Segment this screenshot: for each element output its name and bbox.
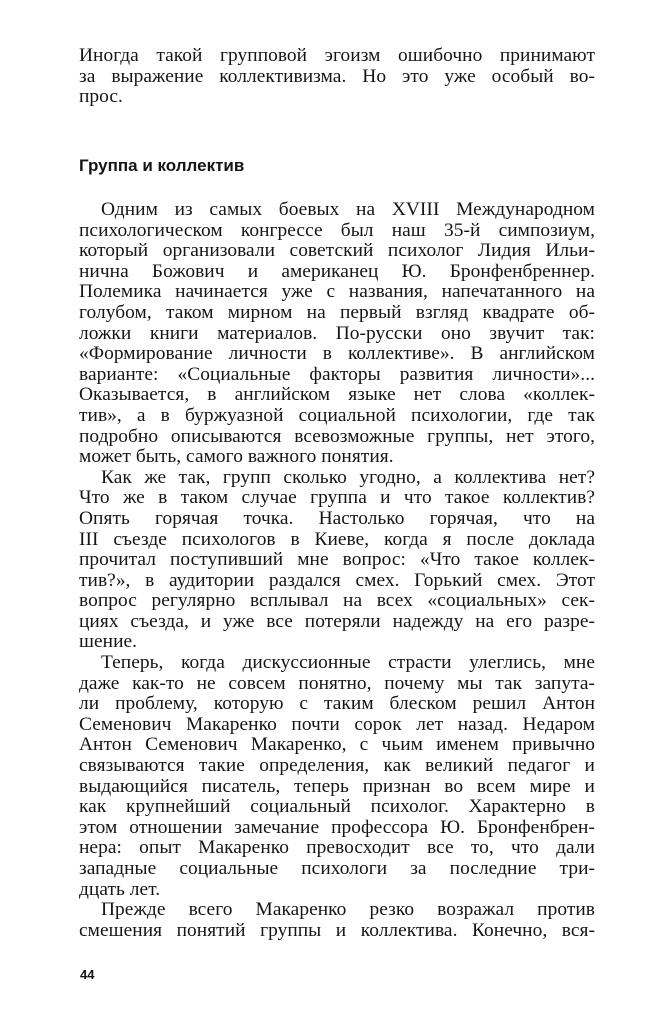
text-line: Полемика начинается уже с названия, напечатанного на: [79, 281, 595, 303]
text-line: Иногда такой групповой эгоизм ошибочно принимают: [79, 45, 595, 66]
paragraph-3: [79, 653, 595, 900]
text-line: ли проблему, которую с таким блеском решил Антон: [79, 693, 595, 715]
paragraph-4: [79, 900, 595, 941]
text-line: смешения понятий группы и коллектива. Конечно, вся-: [79, 919, 595, 941]
text-line: варианте: «Социальные факторы развития личности»...: [79, 363, 595, 385]
text-line: шение.: [79, 631, 138, 653]
text-line: как крупнейший социальный психолог. Характерно в: [79, 796, 595, 818]
page-number: 44: [80, 967, 95, 982]
text-line: «Формирование личности в коллективе». В английском: [79, 343, 595, 365]
text-line: Теперь, когда дискуссионные страсти улеглись, мне: [101, 652, 595, 674]
text-line: прос.: [79, 86, 123, 108]
text-line: выдающийся писатель, теперь признан во всем мире и: [79, 775, 595, 797]
text-line: психологическом конгрессе был наш 35-й симпозиум,: [79, 219, 595, 241]
text-line: даже как-то не совсем понятно, почему мы так запута-: [79, 672, 595, 694]
text-line: ложки книги материалов. По-русски оно звучит так:: [79, 322, 595, 344]
text-line: вопрос регулярно всплывал на всех «социальных» сек-: [79, 590, 595, 612]
text-line: Прежде всего Макаренко резко возражал против: [101, 899, 595, 921]
text-line: Оказывается, в английском языке нет слова «коллек-: [79, 384, 595, 406]
text-line: нична Божович и американец Ю. Бронфенбреннер.: [79, 260, 595, 282]
text-line: Что же в таком случае группа и что такое коллектив?: [79, 487, 595, 509]
text-line: прочитал поступивший мне вопрос: «Что такое коллек-: [79, 549, 595, 571]
text-line: нера: опыт Макаренко превосходит все то, что дали: [79, 837, 595, 859]
body-text: [79, 200, 595, 941]
text-line: Опять горячая точка. Настолько горячая, что на: [79, 507, 595, 529]
section-heading: Группа и коллектив: [79, 156, 245, 175]
text-line: Как же так, групп сколько угодно, а коллектива нет?: [101, 466, 595, 488]
text-line: циях съезда, и уже все потеряли надежду на его разре-: [79, 610, 595, 632]
text-line: который организовали советский психолог Лидия Ильи-: [79, 240, 595, 262]
text-line: этом отношении замечание профессора Ю. Бронфенбрен-: [79, 816, 595, 838]
text-line: тив», а в буржуазной социальной психологии, где так: [79, 404, 595, 426]
text-line: Антон Семенович Макаренко, с чьим именем привычно: [79, 734, 595, 756]
intro-paragraph: [79, 46, 595, 108]
text-line: западные социальные психологи за последние три-: [79, 858, 595, 879]
paragraph-2: [79, 468, 595, 653]
text-line: связываются такие определения, как великий педагог и: [79, 755, 595, 777]
text-line: III съезде психологов в Киеве, когда я после доклада: [79, 528, 595, 550]
text-line: голубом, таком мирном на первый взгляд квадрате об-: [79, 301, 595, 323]
text-line: Одним из самых боевых на XVIII Международном: [101, 199, 595, 220]
text-line: дцать лет.: [79, 878, 161, 900]
text-line: может быть, самого важного понятия.: [79, 446, 394, 468]
paragraph-1: [79, 200, 595, 468]
text-line: за выражение коллективизма. Но это уже особый во-: [79, 65, 595, 87]
text-line: тив?», в аудитории раздался смех. Горький смех. Этот: [79, 569, 595, 591]
text-line: Семенович Макаренко почти сорок лет назад. Недаром: [79, 713, 595, 735]
text-line: подробно описываются всевозможные группы, нет этого,: [79, 425, 595, 447]
